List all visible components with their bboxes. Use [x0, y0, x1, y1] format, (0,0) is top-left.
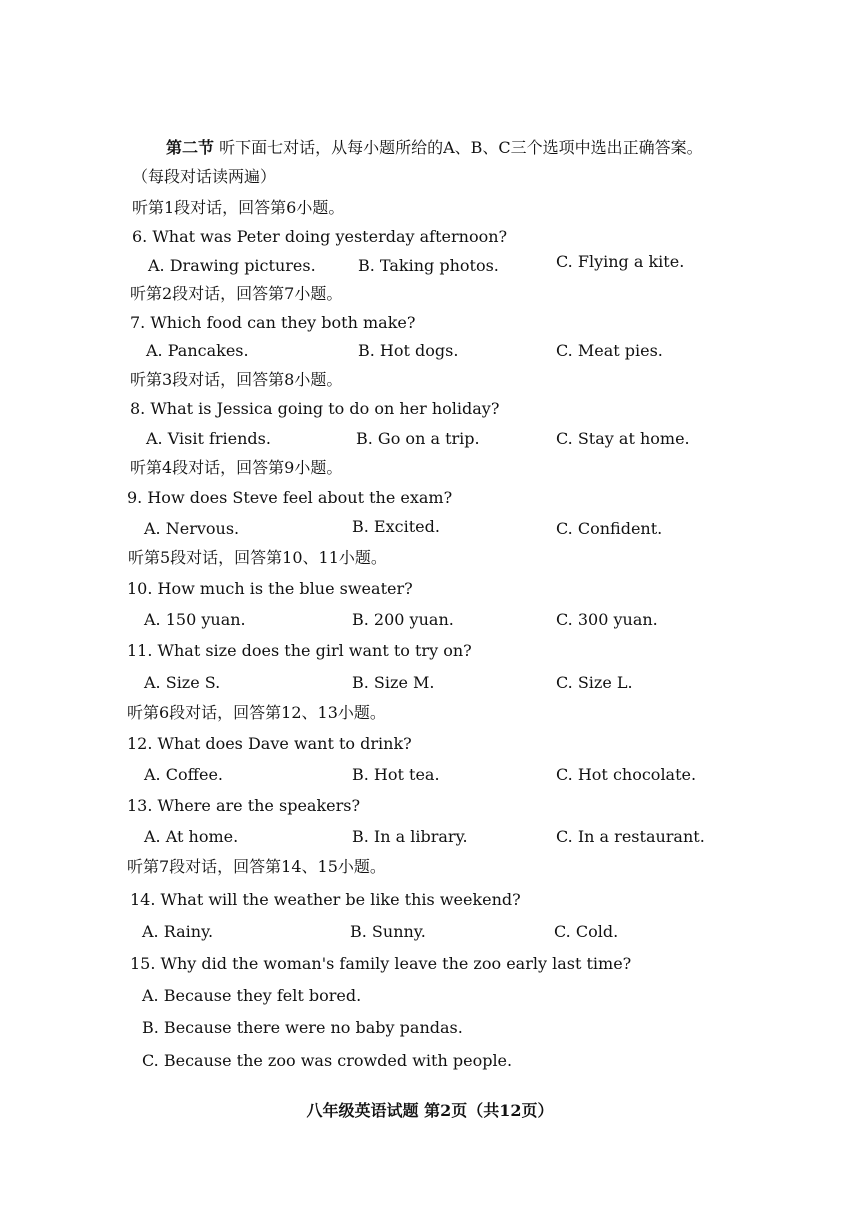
option-c: C. Cold.	[554, 922, 619, 941]
question-text: 7. Which food can they both make?	[130, 313, 416, 332]
section-note: （每段对话读两遍）	[132, 167, 277, 186]
option-b: B. Size M.	[352, 673, 435, 692]
option-a: A. Drawing pictures.	[148, 256, 316, 275]
option-c: C. Size L.	[556, 673, 633, 692]
question-text: 13. Where are the speakers?	[127, 796, 361, 815]
dialogue-intro: 听第2段对话，回答第7小题。	[130, 284, 343, 303]
option-b: B. In a library.	[352, 827, 468, 846]
option-a: A. Because they felt bored.	[142, 986, 362, 1005]
option-a: A. Nervous.	[144, 519, 240, 538]
option-a: A. Pancakes.	[146, 341, 249, 360]
option-c: C. Hot chocolate.	[556, 765, 697, 784]
option-a: A. At home.	[144, 827, 239, 846]
question-text: 10. How much is the blue sweater?	[127, 579, 413, 598]
question-text: 15. Why did the woman's family leave the zoo early last time?	[130, 954, 632, 973]
dialogue-intro: 听第6段对话，回答第12、13小题。	[127, 703, 386, 722]
section-heading-text: 听下面七对话，从每小题所给的A、B、C三个选项中选出正确答案。	[214, 138, 703, 157]
option-b: B. Excited.	[352, 517, 440, 536]
question-text: 12. What does Dave want to drink?	[127, 734, 412, 753]
dialogue-intro: 听第3段对话，回答第8小题。	[130, 370, 343, 389]
option-a: A. Coffee.	[144, 765, 223, 784]
section-heading	[166, 138, 703, 158]
section-heading-bold: 第二节	[166, 138, 215, 157]
option-b: B. Sunny.	[350, 922, 426, 941]
question-text: 6. What was Peter doing yesterday afternoon?	[132, 227, 508, 246]
dialogue-intro: 听第1段对话，回答第6小题。	[132, 198, 345, 217]
option-c: C. Stay at home.	[556, 429, 690, 448]
option-c: C. Because the zoo was crowded with people.	[142, 1051, 513, 1070]
question-text: 9. How does Steve feel about the exam?	[127, 488, 453, 507]
option-c: C. In a restaurant.	[556, 827, 705, 846]
option-b: B. Taking photos.	[358, 256, 499, 275]
option-a: A. Rainy.	[142, 922, 214, 941]
option-b: B. 200 yuan.	[352, 610, 454, 629]
question-text: 11. What size does the girl want to try on?	[127, 641, 472, 660]
question-text: 8. What is Jessica going to do on her holiday?	[130, 399, 500, 418]
dialogue-intro: 听第5段对话，回答第10、11小题。	[128, 548, 387, 567]
option-b: B. Hot dogs.	[358, 341, 459, 360]
option-c: C. 300 yuan.	[556, 610, 658, 629]
page-footer: 八年级英语试题 第2页（共12页）	[306, 1101, 554, 1120]
option-b: B. Go on a trip.	[356, 429, 480, 448]
question-text: 14. What will the weather be like this weekend?	[130, 890, 521, 909]
option-c: C. Meat pies.	[556, 341, 663, 360]
option-c: C. Flying a kite.	[556, 252, 685, 271]
option-a: A. Size S.	[144, 673, 221, 692]
dialogue-intro: 听第7段对话，回答第14、15小题。	[127, 857, 386, 876]
option-c: C. Confident.	[556, 519, 663, 538]
option-b: B. Because there were no baby pandas.	[142, 1018, 463, 1037]
option-b: B. Hot tea.	[352, 765, 440, 784]
option-a: A. 150 yuan.	[144, 610, 246, 629]
dialogue-intro: 听第4段对话，回答第9小题。	[130, 458, 343, 477]
option-a: A. Visit friends.	[146, 429, 271, 448]
